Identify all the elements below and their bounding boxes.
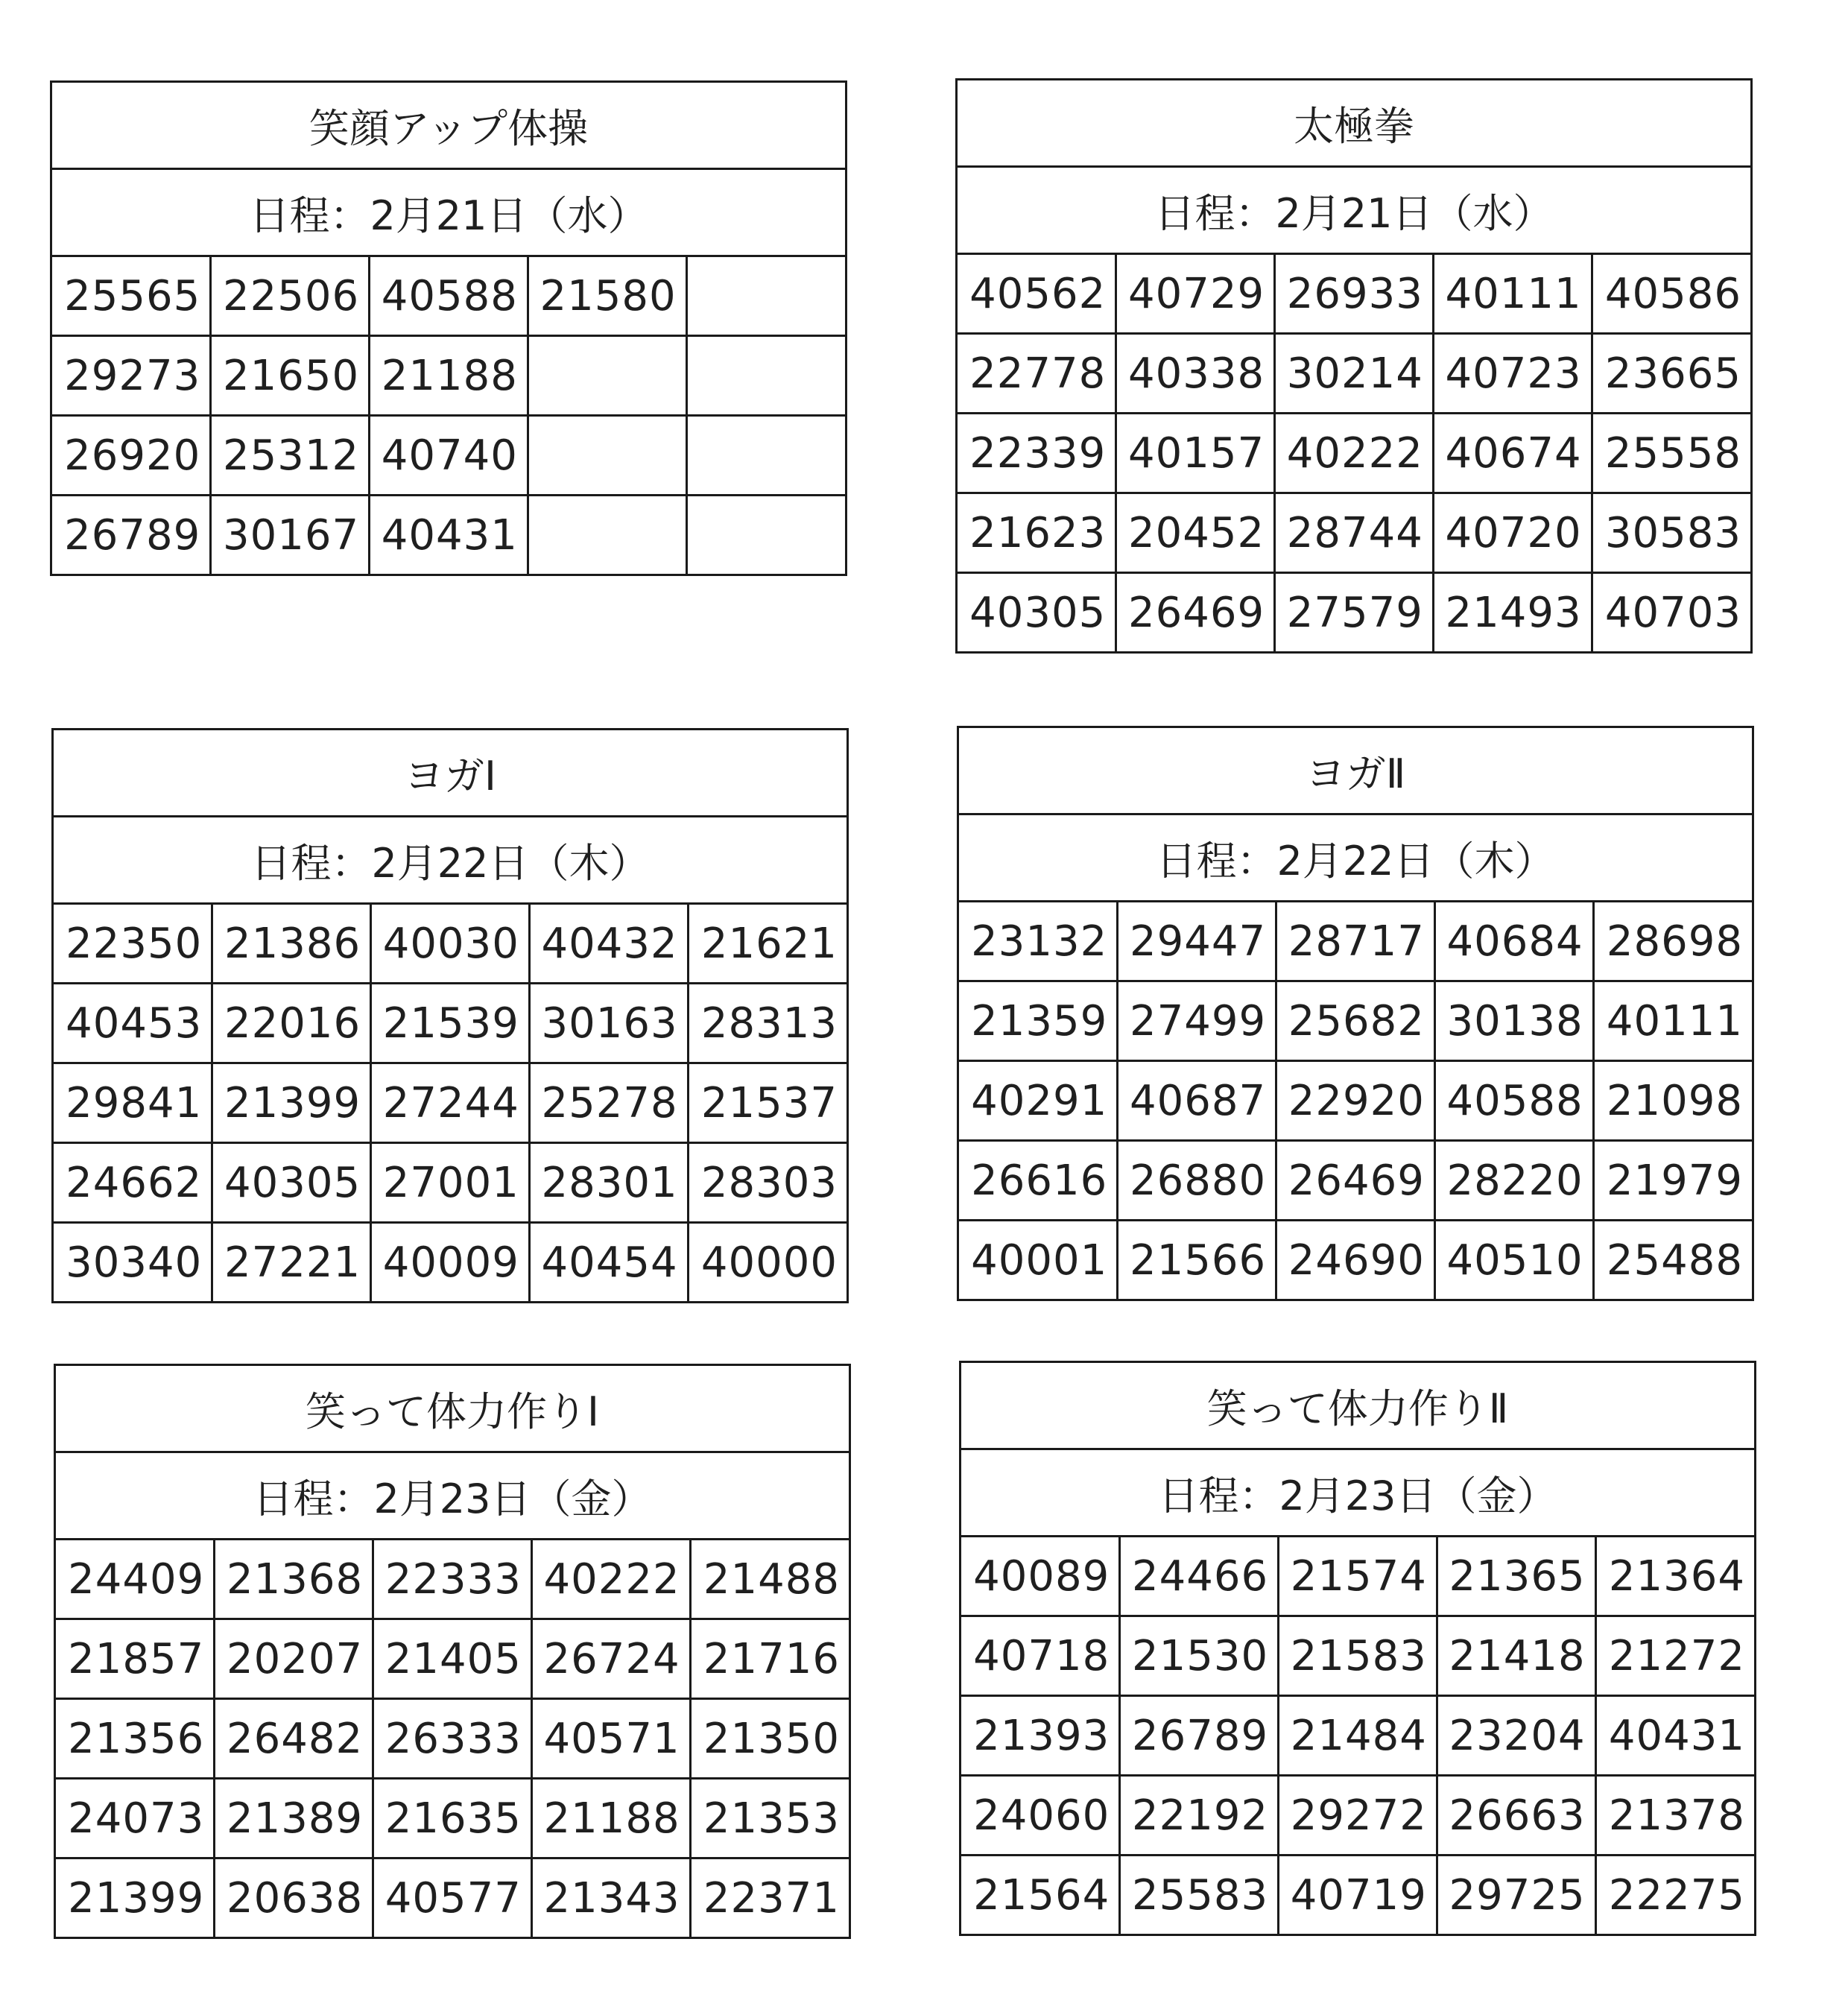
table-cell: 40577 — [373, 1858, 532, 1937]
schedule-yoga-1 — [51, 728, 849, 1303]
table-cell — [686, 496, 845, 575]
table-row — [54, 1063, 847, 1143]
participant-table — [56, 1540, 849, 1937]
table-cell: 22333 — [373, 1540, 532, 1619]
table-cell: 40111 — [1433, 255, 1592, 334]
table-row — [959, 1061, 1752, 1141]
table-cell: 21405 — [373, 1619, 532, 1699]
table-cell: 21389 — [215, 1779, 373, 1858]
table-cell: 40291 — [959, 1061, 1118, 1141]
table-row — [961, 1696, 1754, 1776]
table-cell: 21418 — [1437, 1616, 1595, 1696]
table-row — [959, 1141, 1752, 1221]
table-cell: 23665 — [1592, 334, 1750, 414]
table-cell: 40588 — [1434, 1061, 1593, 1141]
table-cell: 40729 — [1116, 255, 1275, 334]
table-row — [54, 1223, 847, 1302]
table-cell: 22506 — [211, 257, 370, 336]
table-cell: 21716 — [690, 1619, 849, 1699]
table-cell: 40687 — [1118, 1061, 1276, 1141]
schedule-title: 太極拳 — [958, 80, 1750, 168]
table-row — [961, 1776, 1754, 1856]
table-cell: 27579 — [1275, 573, 1434, 652]
table-cell: 40305 — [958, 573, 1116, 652]
schedule-title: 笑顔アップ体操 — [52, 83, 845, 170]
table-row — [958, 255, 1750, 334]
table-cell: 26482 — [215, 1699, 373, 1779]
table-cell: 30163 — [529, 984, 688, 1063]
table-cell: 28698 — [1593, 902, 1752, 981]
table-cell: 25278 — [529, 1063, 688, 1143]
table-row — [52, 257, 845, 336]
table-cell: 29272 — [1279, 1776, 1437, 1856]
schedule-waratte-1 — [54, 1364, 851, 1939]
table-cell: 20638 — [215, 1858, 373, 1937]
schedule-title: ヨガⅠ — [54, 730, 847, 817]
table-cell: 40723 — [1433, 334, 1592, 414]
table-cell: 24073 — [56, 1779, 215, 1858]
table-cell — [528, 416, 686, 496]
table-cell — [528, 496, 686, 575]
table-cell — [686, 416, 845, 496]
table-cell — [528, 336, 686, 416]
table-row — [52, 336, 845, 416]
table-cell: 25312 — [211, 416, 370, 496]
schedule-title: 笑って体力作りⅡ — [961, 1363, 1754, 1450]
table-cell: 21623 — [958, 493, 1116, 573]
schedule-title: ヨガⅡ — [959, 728, 1752, 815]
table-cell: 40431 — [1595, 1696, 1754, 1776]
table-cell: 40720 — [1433, 493, 1592, 573]
table-cell: 25583 — [1120, 1856, 1279, 1935]
table-cell: 24662 — [54, 1143, 212, 1223]
table-cell: 24409 — [56, 1540, 215, 1619]
table-cell: 40222 — [531, 1540, 690, 1619]
schedule-date: 日程：2月23日（金） — [961, 1450, 1754, 1537]
table-cell: 21356 — [56, 1699, 215, 1779]
table-cell: 40431 — [370, 496, 528, 575]
table-cell: 21493 — [1433, 573, 1592, 652]
table-cell: 28220 — [1434, 1141, 1593, 1221]
schedule-date: 日程：2月22日（木） — [959, 815, 1752, 902]
table-cell: 40674 — [1433, 414, 1592, 493]
table-cell: 30340 — [54, 1223, 212, 1302]
table-row — [958, 414, 1750, 493]
table-row — [54, 984, 847, 1063]
table-row — [961, 1616, 1754, 1696]
table-cell: 30214 — [1275, 334, 1434, 414]
schedule-yoga-2 — [957, 726, 1754, 1301]
table-row — [959, 902, 1752, 981]
table-row — [56, 1858, 849, 1937]
table-cell: 21386 — [212, 905, 371, 984]
table-cell: 29725 — [1437, 1856, 1595, 1935]
table-cell: 26880 — [1118, 1141, 1276, 1221]
table-cell: 40740 — [370, 416, 528, 496]
table-cell: 40111 — [1593, 981, 1752, 1061]
table-row — [52, 416, 845, 496]
table-cell: 26789 — [52, 496, 211, 575]
table-cell: 21484 — [1279, 1696, 1437, 1776]
table-cell: 21583 — [1279, 1616, 1437, 1696]
table-cell: 26920 — [52, 416, 211, 496]
table-cell: 29447 — [1118, 902, 1276, 981]
table-cell: 21979 — [1593, 1141, 1752, 1221]
table-cell: 40009 — [371, 1223, 530, 1302]
table-cell: 30583 — [1592, 493, 1750, 573]
table-cell: 27244 — [371, 1063, 530, 1143]
table-cell: 40703 — [1592, 573, 1750, 652]
table-cell: 21530 — [1120, 1616, 1279, 1696]
table-cell: 40089 — [961, 1537, 1120, 1616]
table-cell: 20207 — [215, 1619, 373, 1699]
table-cell: 21564 — [961, 1856, 1120, 1935]
participant-table — [958, 255, 1750, 651]
table-cell: 24466 — [1120, 1537, 1279, 1616]
table-cell: 40454 — [529, 1223, 688, 1302]
table-row — [959, 981, 1752, 1061]
table-cell: 26663 — [1437, 1776, 1595, 1856]
table-cell: 28301 — [529, 1143, 688, 1223]
table-cell: 40719 — [1279, 1856, 1437, 1935]
table-cell: 40718 — [961, 1616, 1120, 1696]
participant-table — [961, 1537, 1754, 1934]
schedule-title: 笑って体力作りⅠ — [56, 1366, 849, 1453]
table-cell: 25558 — [1592, 414, 1750, 493]
table-cell: 21393 — [961, 1696, 1120, 1776]
table-cell: 22192 — [1120, 1776, 1279, 1856]
table-cell: 21621 — [688, 905, 847, 984]
table-cell: 40222 — [1275, 414, 1434, 493]
schedule-waratte-2 — [959, 1361, 1756, 1936]
table-cell: 30167 — [211, 496, 370, 575]
table-cell: 21857 — [56, 1619, 215, 1699]
table-cell: 40453 — [54, 984, 212, 1063]
table-cell: 23204 — [1437, 1696, 1595, 1776]
table-cell: 26333 — [373, 1699, 532, 1779]
table-cell: 21378 — [1595, 1776, 1754, 1856]
table-cell: 25682 — [1276, 981, 1435, 1061]
table-cell: 21272 — [1595, 1616, 1754, 1696]
table-cell: 40571 — [531, 1699, 690, 1779]
schedule-egao-up — [50, 80, 847, 576]
table-cell — [686, 257, 845, 336]
table-cell: 21364 — [1595, 1537, 1754, 1616]
table-cell: 23132 — [959, 902, 1118, 981]
table-row — [56, 1779, 849, 1858]
table-row — [56, 1619, 849, 1699]
table-cell: 24060 — [961, 1776, 1120, 1856]
table-cell: 40030 — [371, 905, 530, 984]
participant-table — [52, 257, 845, 574]
table-cell: 40562 — [958, 255, 1116, 334]
table-row — [961, 1856, 1754, 1935]
table-cell: 20452 — [1116, 493, 1275, 573]
table-cell: 30138 — [1434, 981, 1593, 1061]
table-cell: 27221 — [212, 1223, 371, 1302]
table-cell: 22350 — [54, 905, 212, 984]
schedule-date: 日程：2月23日（金） — [56, 1453, 849, 1540]
table-cell: 28744 — [1275, 493, 1434, 573]
table-cell: 21650 — [211, 336, 370, 416]
schedule-date: 日程：2月21日（水） — [52, 170, 845, 257]
table-cell: 21368 — [215, 1540, 373, 1619]
table-cell: 21359 — [959, 981, 1118, 1061]
schedule-date: 日程：2月21日（水） — [958, 168, 1750, 255]
participant-table — [54, 905, 847, 1301]
table-cell: 40586 — [1592, 255, 1750, 334]
table-cell: 29841 — [54, 1063, 212, 1143]
table-cell: 24690 — [1276, 1221, 1435, 1300]
table-cell: 28303 — [688, 1143, 847, 1223]
table-cell: 26469 — [1116, 573, 1275, 652]
table-row — [958, 493, 1750, 573]
table-cell: 22016 — [212, 984, 371, 1063]
table-cell: 26789 — [1120, 1696, 1279, 1776]
table-cell: 21188 — [531, 1779, 690, 1858]
table-cell: 22371 — [690, 1858, 849, 1937]
table-row — [958, 334, 1750, 414]
table-cell: 21539 — [371, 984, 530, 1063]
table-cell: 21365 — [1437, 1537, 1595, 1616]
table-cell: 21188 — [370, 336, 528, 416]
table-cell: 25565 — [52, 257, 211, 336]
table-cell: 21488 — [690, 1540, 849, 1619]
table-row — [958, 573, 1750, 652]
table-cell: 28313 — [688, 984, 847, 1063]
table-cell: 21635 — [373, 1779, 532, 1858]
table-cell: 40001 — [959, 1221, 1118, 1300]
table-cell: 21580 — [528, 257, 686, 336]
table-cell: 25488 — [1593, 1221, 1752, 1300]
table-row — [52, 496, 845, 575]
table-cell: 26933 — [1275, 255, 1434, 334]
table-row — [959, 1221, 1752, 1300]
table-cell: 21098 — [1593, 1061, 1752, 1141]
table-row — [56, 1699, 849, 1779]
table-cell: 28717 — [1276, 902, 1435, 981]
table-cell: 27001 — [371, 1143, 530, 1223]
table-cell: 40000 — [688, 1223, 847, 1302]
table-cell: 40432 — [529, 905, 688, 984]
table-cell: 21399 — [56, 1858, 215, 1937]
table-cell: 40157 — [1116, 414, 1275, 493]
table-cell: 40588 — [370, 257, 528, 336]
schedule-date: 日程：2月22日（木） — [54, 817, 847, 905]
table-cell: 40510 — [1434, 1221, 1593, 1300]
table-cell: 22778 — [958, 334, 1116, 414]
table-cell: 22920 — [1276, 1061, 1435, 1141]
schedule-taikyokuken — [955, 78, 1753, 654]
table-cell: 21566 — [1118, 1221, 1276, 1300]
table-row — [54, 1143, 847, 1223]
table-cell: 21353 — [690, 1779, 849, 1858]
table-cell: 21537 — [688, 1063, 847, 1143]
table-cell: 21343 — [531, 1858, 690, 1937]
table-cell: 40684 — [1434, 902, 1593, 981]
table-cell: 21399 — [212, 1063, 371, 1143]
table-cell: 21350 — [690, 1699, 849, 1779]
table-cell: 29273 — [52, 336, 211, 416]
table-row — [56, 1540, 849, 1619]
table-cell: 27499 — [1118, 981, 1276, 1061]
table-cell: 26724 — [531, 1619, 690, 1699]
table-cell: 26469 — [1276, 1141, 1435, 1221]
table-row — [961, 1537, 1754, 1616]
participant-table — [959, 902, 1752, 1299]
table-cell — [686, 336, 845, 416]
table-cell: 40305 — [212, 1143, 371, 1223]
table-cell: 26616 — [959, 1141, 1118, 1221]
table-cell: 21574 — [1279, 1537, 1437, 1616]
table-row — [54, 905, 847, 984]
table-cell: 40338 — [1116, 334, 1275, 414]
table-cell: 22275 — [1595, 1856, 1754, 1935]
table-cell: 22339 — [958, 414, 1116, 493]
